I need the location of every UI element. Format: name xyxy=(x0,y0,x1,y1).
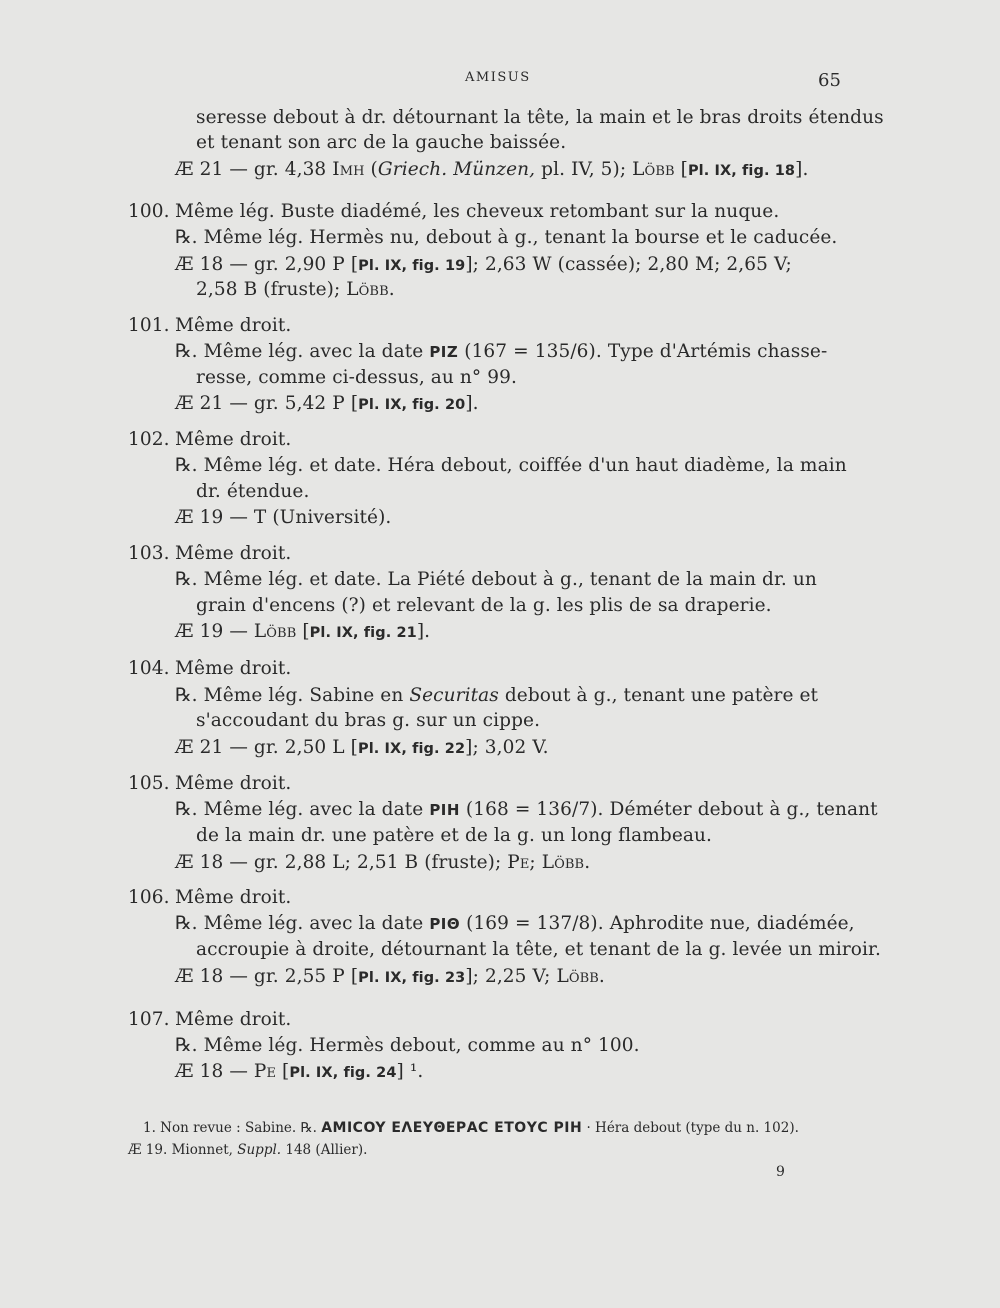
entry-number: 106. xyxy=(128,887,170,908)
text-run: Même lég. Buste diadémé, les cheveux retombant sur la nuque. xyxy=(175,201,780,222)
text-run: ]. xyxy=(465,393,479,414)
text-run: Löbb xyxy=(632,159,675,180)
text-run: s'accoudant du bras g. sur un cippe. xyxy=(196,710,541,731)
text-run: Suppl. xyxy=(237,1142,282,1158)
text-run: . xyxy=(584,852,591,873)
text-run: ]; 2,25 V; xyxy=(465,966,557,987)
entry-number: 104. xyxy=(128,658,170,679)
text-run: Securitas xyxy=(409,685,499,706)
text-line xyxy=(196,824,712,848)
text-run: Pe xyxy=(253,1061,277,1082)
text-run: accroupie à droite, détournant la tête, et tenant de la g. levée un miroir. xyxy=(196,939,881,960)
text-line xyxy=(175,340,827,364)
text-line xyxy=(196,278,395,302)
running-header-title: AMISUS xyxy=(465,70,531,85)
text-run: Même droit. xyxy=(175,658,292,679)
text-run: ]. xyxy=(795,159,809,180)
text-run: Æ 18 — gr. 2,90 P [ xyxy=(175,254,359,275)
text-run: ] ¹. xyxy=(396,1061,424,1082)
text-run: de la main dr. une patère et de la g. un long flambeau. xyxy=(196,825,713,846)
text-run: Même droit. xyxy=(175,1009,292,1030)
text-line xyxy=(175,657,291,681)
text-line xyxy=(175,314,291,338)
text-line xyxy=(175,542,291,566)
text-line xyxy=(175,886,291,910)
text-run: AMICOY ΕΛΕΥΘΕΡΑC ΕΤΟΥC PIH xyxy=(321,1120,583,1136)
text-run: Löbb xyxy=(346,279,389,300)
text-run: Æ 18 — gr. 2,55 P [ xyxy=(175,966,359,987)
text-run: [ xyxy=(276,1061,290,1082)
text-run: resse, comme ci-dessus, au n° 99. xyxy=(196,367,517,388)
text-run: grain d'encens (?) et relevant de la g. les plis de sa draperie. xyxy=(196,595,772,616)
signature-mark: 9 xyxy=(776,1164,785,1180)
text-run: Æ 21 — gr. 5,42 P [ xyxy=(175,393,359,414)
text-line xyxy=(175,798,878,822)
text-line xyxy=(175,772,291,796)
text-line xyxy=(175,568,817,592)
text-run: ]. xyxy=(416,621,431,642)
entry-number: 103. xyxy=(128,543,170,564)
text-line xyxy=(196,366,517,390)
text-run: PIΘ xyxy=(429,915,461,933)
text-run: (168 = 136/7). Déméter debout à g., tenant xyxy=(459,799,878,820)
text-line xyxy=(175,620,430,645)
entry-number: 107. xyxy=(128,1009,170,1030)
text-run: ℞. Même lég. Hermès nu, debout à g., tenant la bourse et le caducée. xyxy=(175,227,838,248)
text-run: (169 = 137/8). Aphrodite nue, diadémée, xyxy=(460,913,855,934)
text-run: et tenant son arc de la gauche baissée. xyxy=(196,132,567,153)
text-run: Æ 21 — gr. 4,38 xyxy=(175,159,333,180)
text-run: debout à g., tenant une patère et xyxy=(498,685,819,706)
page-number: 65 xyxy=(818,70,841,91)
text-run: ( xyxy=(364,159,378,180)
text-run: Æ 19 — T (Université). xyxy=(175,507,392,528)
text-run: · Héra debout (type du n. 102). xyxy=(582,1120,799,1136)
text-run: Pl. IX, fig. 24 xyxy=(289,1065,397,1081)
text-line xyxy=(175,392,479,417)
text-run: Même droit. xyxy=(175,543,292,564)
text-run: seresse debout à dr. détournant la tête, la main et le bras droits étendus xyxy=(196,107,884,128)
text-run: [ xyxy=(674,159,688,180)
text-run: ℞. Même lég. et date. Héra debout, coiffée d'un haut diadème, la main xyxy=(175,455,847,476)
text-line xyxy=(196,106,884,130)
entry-number: 100. xyxy=(128,201,170,222)
text-run: Griech. Münzen, xyxy=(377,159,536,180)
text-run: ℞. Même lég. Sabine en xyxy=(175,685,410,706)
text-run: 2,58 B (fruste); xyxy=(196,279,347,300)
text-line xyxy=(175,454,847,478)
text-line xyxy=(175,684,818,708)
text-run: Löbb xyxy=(541,852,585,873)
text-run: Pl. IX, fig. 19 xyxy=(358,258,466,274)
text-run: Æ 18 — gr. 2,88 L; 2,51 B (fruste); xyxy=(175,852,508,873)
text-line xyxy=(175,1060,423,1085)
text-run: Pl. IX, fig. 23 xyxy=(358,970,466,986)
text-run: PIZ xyxy=(429,343,459,361)
text-run: Pl. IX, fig. 21 xyxy=(309,625,417,641)
text-run: Pe xyxy=(507,852,530,873)
text-line xyxy=(175,506,391,530)
text-run: Imh xyxy=(332,159,365,180)
text-line xyxy=(175,253,792,278)
entry-number: 101. xyxy=(128,315,170,336)
text-run: dr. étendue. xyxy=(196,481,310,502)
footnote-line xyxy=(143,1118,799,1138)
text-run: [ xyxy=(296,621,310,642)
footnote-line xyxy=(128,1140,367,1160)
text-line xyxy=(196,594,772,618)
text-run: 1. Non revue : Sabine. ℞. xyxy=(143,1120,322,1136)
text-line xyxy=(175,965,605,990)
text-line xyxy=(196,709,540,733)
text-run: Même droit. xyxy=(175,773,292,794)
text-line xyxy=(175,226,837,250)
text-line xyxy=(196,131,566,155)
text-run: Pl. IX, fig. 18 xyxy=(687,163,796,179)
text-run: ℞. Même lég. et date. La Piété debout à g., tenant de la main dr. un xyxy=(175,569,817,590)
text-run: Löbb xyxy=(556,966,599,987)
text-run: ℞. Même lég. avec la date xyxy=(175,341,430,362)
entry-number: 105. xyxy=(128,773,170,794)
text-run: Même droit. xyxy=(175,429,292,450)
entry-number: 102. xyxy=(128,429,170,450)
text-run: ]; 2,63 W (cassée); 2,80 M; 2,65 V; xyxy=(465,254,792,275)
text-run: Pl. IX, fig. 20 xyxy=(358,397,466,413)
text-run: ℞. Même lég. Hermès debout, comme au n° 100. xyxy=(175,1035,640,1056)
text-run: 148 (Allier). xyxy=(281,1142,368,1158)
text-run: pl. IV, 5); xyxy=(535,159,633,180)
text-run: Pl. IX, fig. 22 xyxy=(357,741,466,757)
text-line xyxy=(175,158,808,183)
text-run: PIH xyxy=(429,801,460,819)
text-run: ; xyxy=(529,852,542,873)
text-run: ℞. Même lég. avec la date xyxy=(175,913,430,934)
text-run: Löbb xyxy=(253,621,297,642)
text-line xyxy=(175,1034,640,1058)
text-run: Même droit. xyxy=(175,887,292,908)
text-run: . xyxy=(598,966,605,987)
text-run: ]; 3,02 V. xyxy=(465,737,549,758)
text-run: Même droit. xyxy=(175,315,292,336)
text-line xyxy=(175,736,549,761)
text-run: Æ 19. Mionnet, xyxy=(128,1142,238,1158)
text-run: ℞. Même lég. avec la date xyxy=(175,799,430,820)
text-run: (167 = 135/6). Type d'Artémis chasse- xyxy=(458,341,828,362)
text-line xyxy=(175,912,855,936)
text-line xyxy=(175,1008,291,1032)
text-run: Æ 21 — gr. 2,50 L [ xyxy=(175,737,358,758)
text-line xyxy=(196,480,309,504)
text-run: . xyxy=(388,279,395,300)
text-run: Æ 19 — xyxy=(175,621,254,642)
text-line xyxy=(175,851,590,875)
text-run: Æ 18 — xyxy=(175,1061,254,1082)
text-line xyxy=(196,938,881,962)
text-line xyxy=(175,428,291,452)
text-line xyxy=(175,200,779,224)
